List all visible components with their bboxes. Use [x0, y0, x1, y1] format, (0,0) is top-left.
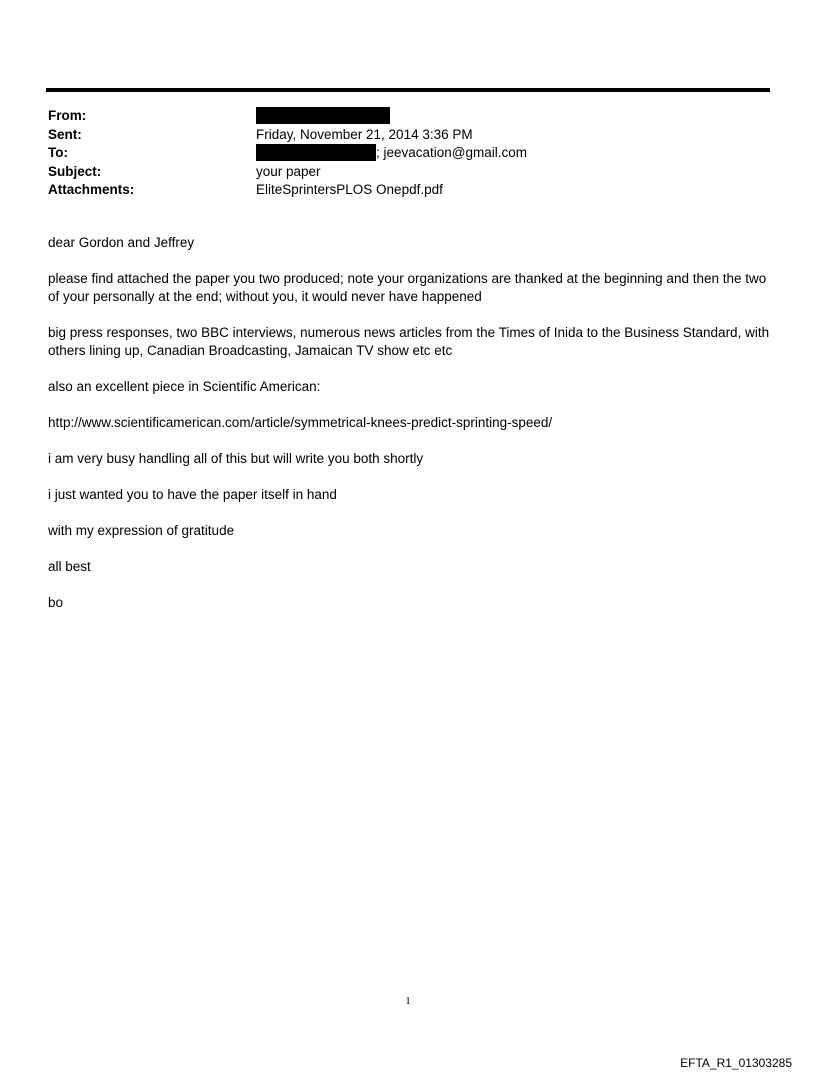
body-paragraph: i am very busy handling all of this but will write you both shortly [48, 451, 424, 466]
to-label: To: [48, 145, 68, 160]
header-divider [46, 88, 770, 92]
to-row [48, 144, 768, 163]
to-recipient: ; jeevacation@gmail.com [376, 145, 528, 160]
sent-row [48, 126, 768, 145]
body-paragraph: please find attached the paper you two produced; note your organizations are thanked at the beginning and then the two of your personally at the end; without you, it would never have happened [48, 271, 767, 304]
page-number: 1 [405, 995, 411, 1007]
from-value [256, 107, 390, 126]
subject-value: your paper [256, 163, 321, 179]
email-header [48, 107, 768, 200]
attachments-label: Attachments: [48, 182, 135, 197]
redaction-box [256, 144, 376, 161]
sent-label: Sent: [48, 126, 82, 142]
subject-row [48, 163, 768, 182]
attachment-filename: EliteSprintersPLOS Onepdf.pdf [256, 182, 443, 197]
body-paragraph: also an excellent piece in Scientific American: [48, 379, 321, 394]
email-body [48, 234, 770, 630]
sent-value: Friday, November 21, 2014 3:36 PM [256, 126, 473, 142]
greeting: dear Gordon and Jeffrey [48, 235, 195, 250]
signature: bo [48, 595, 64, 610]
subject-label: Subject: [48, 163, 102, 179]
closing: all best [48, 559, 91, 574]
redaction-box [256, 107, 390, 124]
attachments-row [48, 181, 768, 200]
article-url: http://www.scientificamerican.com/article/symmetrical-knees-predict-sprinting-speed/ [48, 415, 553, 430]
document-id: EFTA_R1_01303285 [680, 1056, 792, 1070]
from-row [48, 107, 768, 126]
body-paragraph: with my expression of gratitude [48, 523, 235, 538]
from-label: From: [48, 108, 87, 123]
body-paragraph: big press responses, two BBC interviews, numerous news articles from the Times of Inida to the Business Standard, with others lining up, Canadian Broadcasting, Jamaican TV show etc etc [48, 325, 770, 358]
to-value [256, 144, 527, 163]
body-paragraph: i just wanted you to have the paper itself in hand [48, 487, 337, 502]
